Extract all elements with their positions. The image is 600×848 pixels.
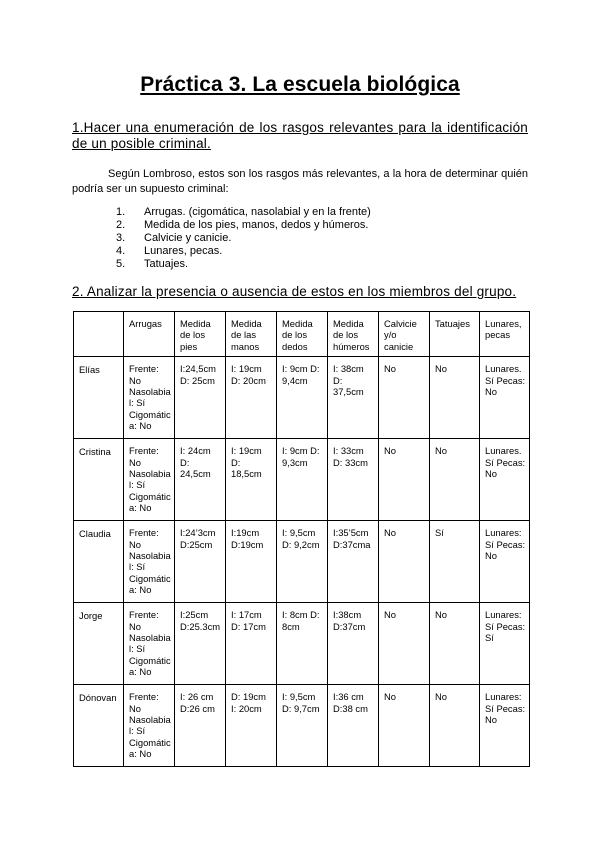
list-item-number: 1. [116,206,126,218]
cell-arrugas: Frente: No Nasolabial: Sí Cigomática: No [124,685,175,767]
cell-lunares: Lunares. Sí Pecas: No [480,357,530,439]
table-header-row [74,312,530,357]
table-row [74,357,530,439]
cell-manos: I: 17cm D: 17cm [226,603,277,685]
cell-humeros: I:36 cm D:38 cm [328,685,379,767]
cell-name: Dónovan [74,685,124,767]
cell-arrugas: Frente: No Nasolabial: Sí Cigomática: No [124,357,175,439]
header-cell-calvicie: Calvicie y/o canicie [379,312,430,357]
page-title: Práctica 3. La escuela biológica [140,73,460,96]
cell-calvicie: No [379,357,430,439]
list-item [116,232,371,245]
cell-manos: I: 19cm D: 18,5cm [226,439,277,521]
list-item [116,258,371,271]
list-item-number: 2. [116,219,126,231]
cell-pies: I:25cm D:25.3cm [175,603,226,685]
cell-humeros: I:35’5cm D:37cma [328,521,379,603]
list-item-text: Arrugas. (cigomática, nasolabial y en la frente) [144,206,371,218]
table-row [74,685,530,767]
cell-tatuajes: No [430,439,480,521]
cell-name: Jorge [74,603,124,685]
cell-name: Cristina [74,439,124,521]
cell-lunares: Lunares: Sí Pecas: No [480,521,530,603]
list-item-text: Calvicie y canicie. [144,232,232,244]
intro-paragraph-text: Según Lombroso, estos son los rasgos más relevantes, a la hora de determinar quién podría ser un supuesto criminal: [72,168,528,195]
cell-humeros: I: 38cm D: 37,5cm [328,357,379,439]
cell-pies: I: 24cm D: 24,5cm [175,439,226,521]
traits-list [116,206,371,271]
cell-lunares: Lunares. Sí Pecas: No [480,439,530,521]
intro-paragraph [72,167,528,196]
cell-tatuajes: No [430,357,480,439]
cell-dedos: I: 9,5cm D: 9,7cm [277,685,328,767]
table-row [74,439,530,521]
cell-name: Elías [74,357,124,439]
cell-calvicie: No [379,603,430,685]
cell-humeros: I: 33cm D: 33cm [328,439,379,521]
header-cell-tatuajes: Tatuajes [430,312,480,357]
cell-arrugas: Frente: No Nasolabial: Sí Cigomática: No [124,603,175,685]
list-item-text: Tatuajes. [144,258,189,270]
list-item-text: Medida de los pies, manos, dedos y húmeros. [144,219,369,231]
header-cell-manos: Medida de las manos [226,312,277,357]
cell-calvicie: No [379,439,430,521]
list-item [116,206,371,219]
list-item-text: Lunares, pecas. [144,245,223,257]
cell-calvicie: No [379,521,430,603]
list-item-number: 4. [116,245,126,257]
list-item [116,219,371,232]
cell-tatuajes: No [430,603,480,685]
header-cell-humeros: Medida de los húmeros [328,312,379,357]
cell-lunares: Lunares: Sí Pecas: Sí [480,603,530,685]
cell-lunares: Lunares: Sí Pecas: No [480,685,530,767]
header-cell-arrugas: Arrugas [124,312,175,357]
section1-heading: 1.Hacer una enumeración de los rasgos relevantes para la identificación de un posible criminal. [72,120,528,151]
cell-arrugas: Frente: No Nasolabial: Sí Cigomática: No [124,439,175,521]
cell-arrugas: Frente: No Nasolabial: Sí Cigomática: No [124,521,175,603]
header-cell-lunares: Lunares, pecas [480,312,530,357]
header-cell-pies: Medida de los pies [175,312,226,357]
cell-manos: D: 19cm I: 20cm [226,685,277,767]
cell-pies: I:24’3cm D:25cm [175,521,226,603]
header-cell-empty [74,312,124,357]
traits-table [73,311,530,767]
cell-manos: I: 19cm D: 20cm [226,357,277,439]
cell-pies: I: 26 cm D:26 cm [175,685,226,767]
cell-tatuajes: Sí [430,521,480,603]
table-row [74,521,530,603]
cell-name: Claudia [74,521,124,603]
cell-humeros: I:38cm D:37cm [328,603,379,685]
cell-calvicie: No [379,685,430,767]
cell-dedos: I: 9cm D: 9,4cm [277,357,328,439]
cell-pies: I:24,5cm D: 25cm [175,357,226,439]
cell-dedos: I: 8cm D: 8cm [277,603,328,685]
list-item-number: 5. [116,258,126,270]
list-item [116,245,371,258]
list-item-number: 3. [116,232,126,244]
cell-dedos: I: 9,5cm D: 9,2cm [277,521,328,603]
table-row [74,603,530,685]
cell-tatuajes: No [430,685,480,767]
section2-heading: 2. Analizar la presencia o ausencia de estos en los miembros del grupo. [72,284,517,299]
cell-manos: I:19cm D:19cm [226,521,277,603]
cell-dedos: I: 9cm D: 9,3cm [277,439,328,521]
header-cell-dedos: Medida de los dedos [277,312,328,357]
